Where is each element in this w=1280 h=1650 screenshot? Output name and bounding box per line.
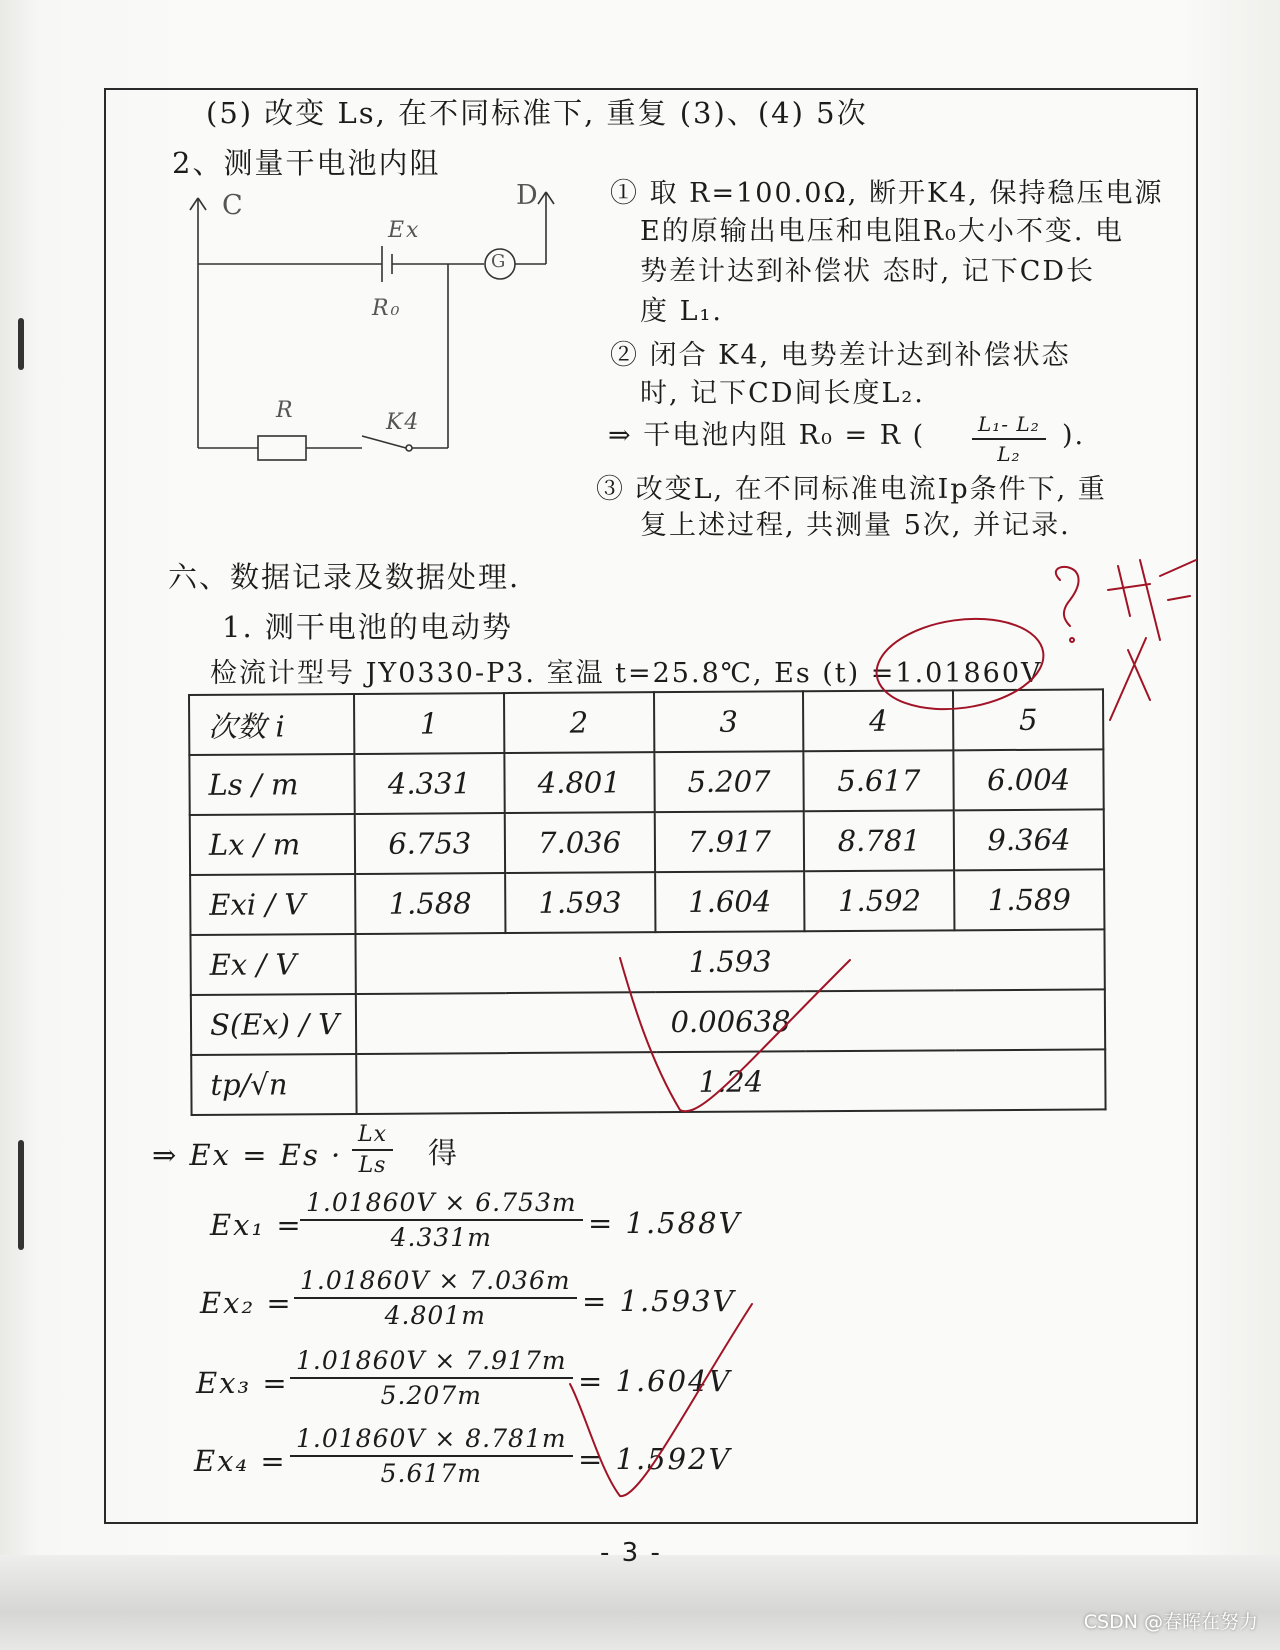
table-cell: 1.593 <box>505 872 655 933</box>
resistor-r-label: R <box>276 398 295 423</box>
procedure-3-line-2: 复上述过程, 共测量 5次, 并记录. <box>640 510 1071 541</box>
row-label: Ls / m <box>189 754 354 815</box>
row-label: Ex / V <box>190 934 355 995</box>
calc-2-lhs: Ex₂ = <box>200 1286 293 1320</box>
csdn-watermark: CSDN @春晖在努力 <box>1083 1611 1258 1633</box>
table-cell: 1.604 <box>655 871 805 932</box>
table-cell: 1.588 <box>355 873 505 934</box>
emf-formula-prefix: ⇒ Ex = Es · <box>152 1138 343 1172</box>
row-label: Lx / m <box>190 814 355 875</box>
circle-mark <box>871 609 1050 720</box>
table-cell: 4.801 <box>504 752 654 813</box>
emf-formula-suffix: 得 <box>428 1136 460 1170</box>
fraction-numerator: Lx <box>358 1122 388 1147</box>
calc-4-lhs: Ex₄ = <box>194 1444 287 1478</box>
r0-label: R₀ <box>372 296 402 321</box>
calc-3-result: = 1.604V <box>578 1364 732 1398</box>
row-label: tp/√n <box>191 1054 356 1115</box>
header-label: 次数 i <box>189 694 354 755</box>
row-label: S(Ex) / V <box>191 994 356 1055</box>
formula-suffix: ). <box>1062 420 1086 451</box>
calc-3-lhs: Ex₃ = <box>196 1366 289 1400</box>
fraction-denominator: L₂ <box>972 438 1046 466</box>
node-d-label: D <box>516 180 540 211</box>
table-cell: 5.207 <box>654 751 804 812</box>
procedure-1-line-3: 势差计达到补偿状 态时, 记下CD长 <box>640 256 1096 287</box>
galvanometer-label: G <box>491 251 508 272</box>
procedure-1-line-2: E的原输出电压和电阻R₀大小不变. 电 <box>640 216 1125 247</box>
switch-k4-label: K4 <box>386 410 421 435</box>
trial-3: 3 <box>654 691 804 752</box>
trial-5: 5 <box>953 689 1103 750</box>
section-2-title: 2、测量干电池内阻 <box>172 146 441 180</box>
summary-value: 0.00638 <box>356 989 1105 1054</box>
fraction-numerator: 1.01860V × 7.917m <box>296 1346 567 1375</box>
trial-1: 1 <box>354 693 504 754</box>
node-c-label: C <box>222 190 245 221</box>
table-cell: 9.364 <box>954 809 1104 870</box>
subsection-1-title: 1. 测干电池的电动势 <box>222 610 513 644</box>
step-5-text: (5) 改变 Ls, 在不同标准下, 重复 (3)、(4) 5次 <box>206 96 868 130</box>
fraction-numerator: 1.01860V × 7.036m <box>300 1266 571 1295</box>
table-cell: 7.036 <box>505 812 655 873</box>
fraction-denominator: 5.207m <box>290 1377 573 1410</box>
calc-1-lhs: Ex₁ = <box>210 1208 303 1242</box>
check-mark-table <box>620 958 850 1111</box>
procedure-1-line-1: ① 取 R=100.0Ω, 断开K4, 保持稳压电源 <box>610 178 1164 209</box>
fraction-numerator: 1.01860V × 8.781m <box>296 1424 567 1453</box>
trial-4: 4 <box>803 690 953 751</box>
table-cell: 8.781 <box>804 810 954 871</box>
calc-1-result: = 1.588V <box>588 1206 742 1240</box>
table-cell: 7.917 <box>654 811 804 872</box>
table-cell: 6.004 <box>954 749 1104 810</box>
question-mark <box>1056 567 1079 626</box>
row-label: Exi / V <box>190 874 355 935</box>
check-mark-calcs <box>570 1304 752 1496</box>
fraction-denominator: 4.331m <box>300 1219 583 1252</box>
table-cell: 1.589 <box>954 869 1104 930</box>
fraction-numerator: 1.01860V × 6.753m <box>306 1188 577 1217</box>
formula-prefix: ⇒ 干电池内阻 R₀ = R ( <box>608 420 926 451</box>
table-cell: 4.331 <box>354 753 504 814</box>
measurement-conditions: 检流计型号 JY0330-P3. 室温 t=25.8℃, Es (t) =1.01860V <box>210 658 1043 689</box>
procedure-2-line-2: 时, 记下CD间长度L₂. <box>640 378 925 409</box>
ex-label: Ex <box>388 218 421 243</box>
table-cell: 6.753 <box>355 813 505 874</box>
procedure-2-line-1: ② 闭合 K4, 电势差计达到补偿状态 <box>610 340 1071 371</box>
summary-value: 1.593 <box>355 929 1104 994</box>
trial-2: 2 <box>504 692 654 753</box>
calc-2-result: = 1.593V <box>582 1284 736 1318</box>
summary-value: 1.24 <box>356 1049 1105 1114</box>
page-number: - 3 - <box>600 1538 662 1568</box>
fraction-denominator: 5.617m <box>290 1455 573 1488</box>
procedure-1-line-4: 度 L₁. <box>640 296 723 327</box>
question-mark-dot <box>1070 638 1074 642</box>
fraction-denominator: Ls <box>352 1149 393 1178</box>
fraction-denominator: 4.801m <box>294 1297 577 1330</box>
table-cell: 5.617 <box>804 750 954 811</box>
table-cell: 1.592 <box>804 870 954 931</box>
red-handwriting <box>1108 560 1196 720</box>
procedure-3-line-1: ③ 改变L, 在不同标准电流Ip条件下, 重 <box>596 474 1107 505</box>
fraction-numerator: L₁- L₂ <box>978 412 1040 436</box>
calc-4-result: = 1.592V <box>578 1442 732 1476</box>
section-6-title: 六、数据记录及数据处理. <box>168 560 521 594</box>
